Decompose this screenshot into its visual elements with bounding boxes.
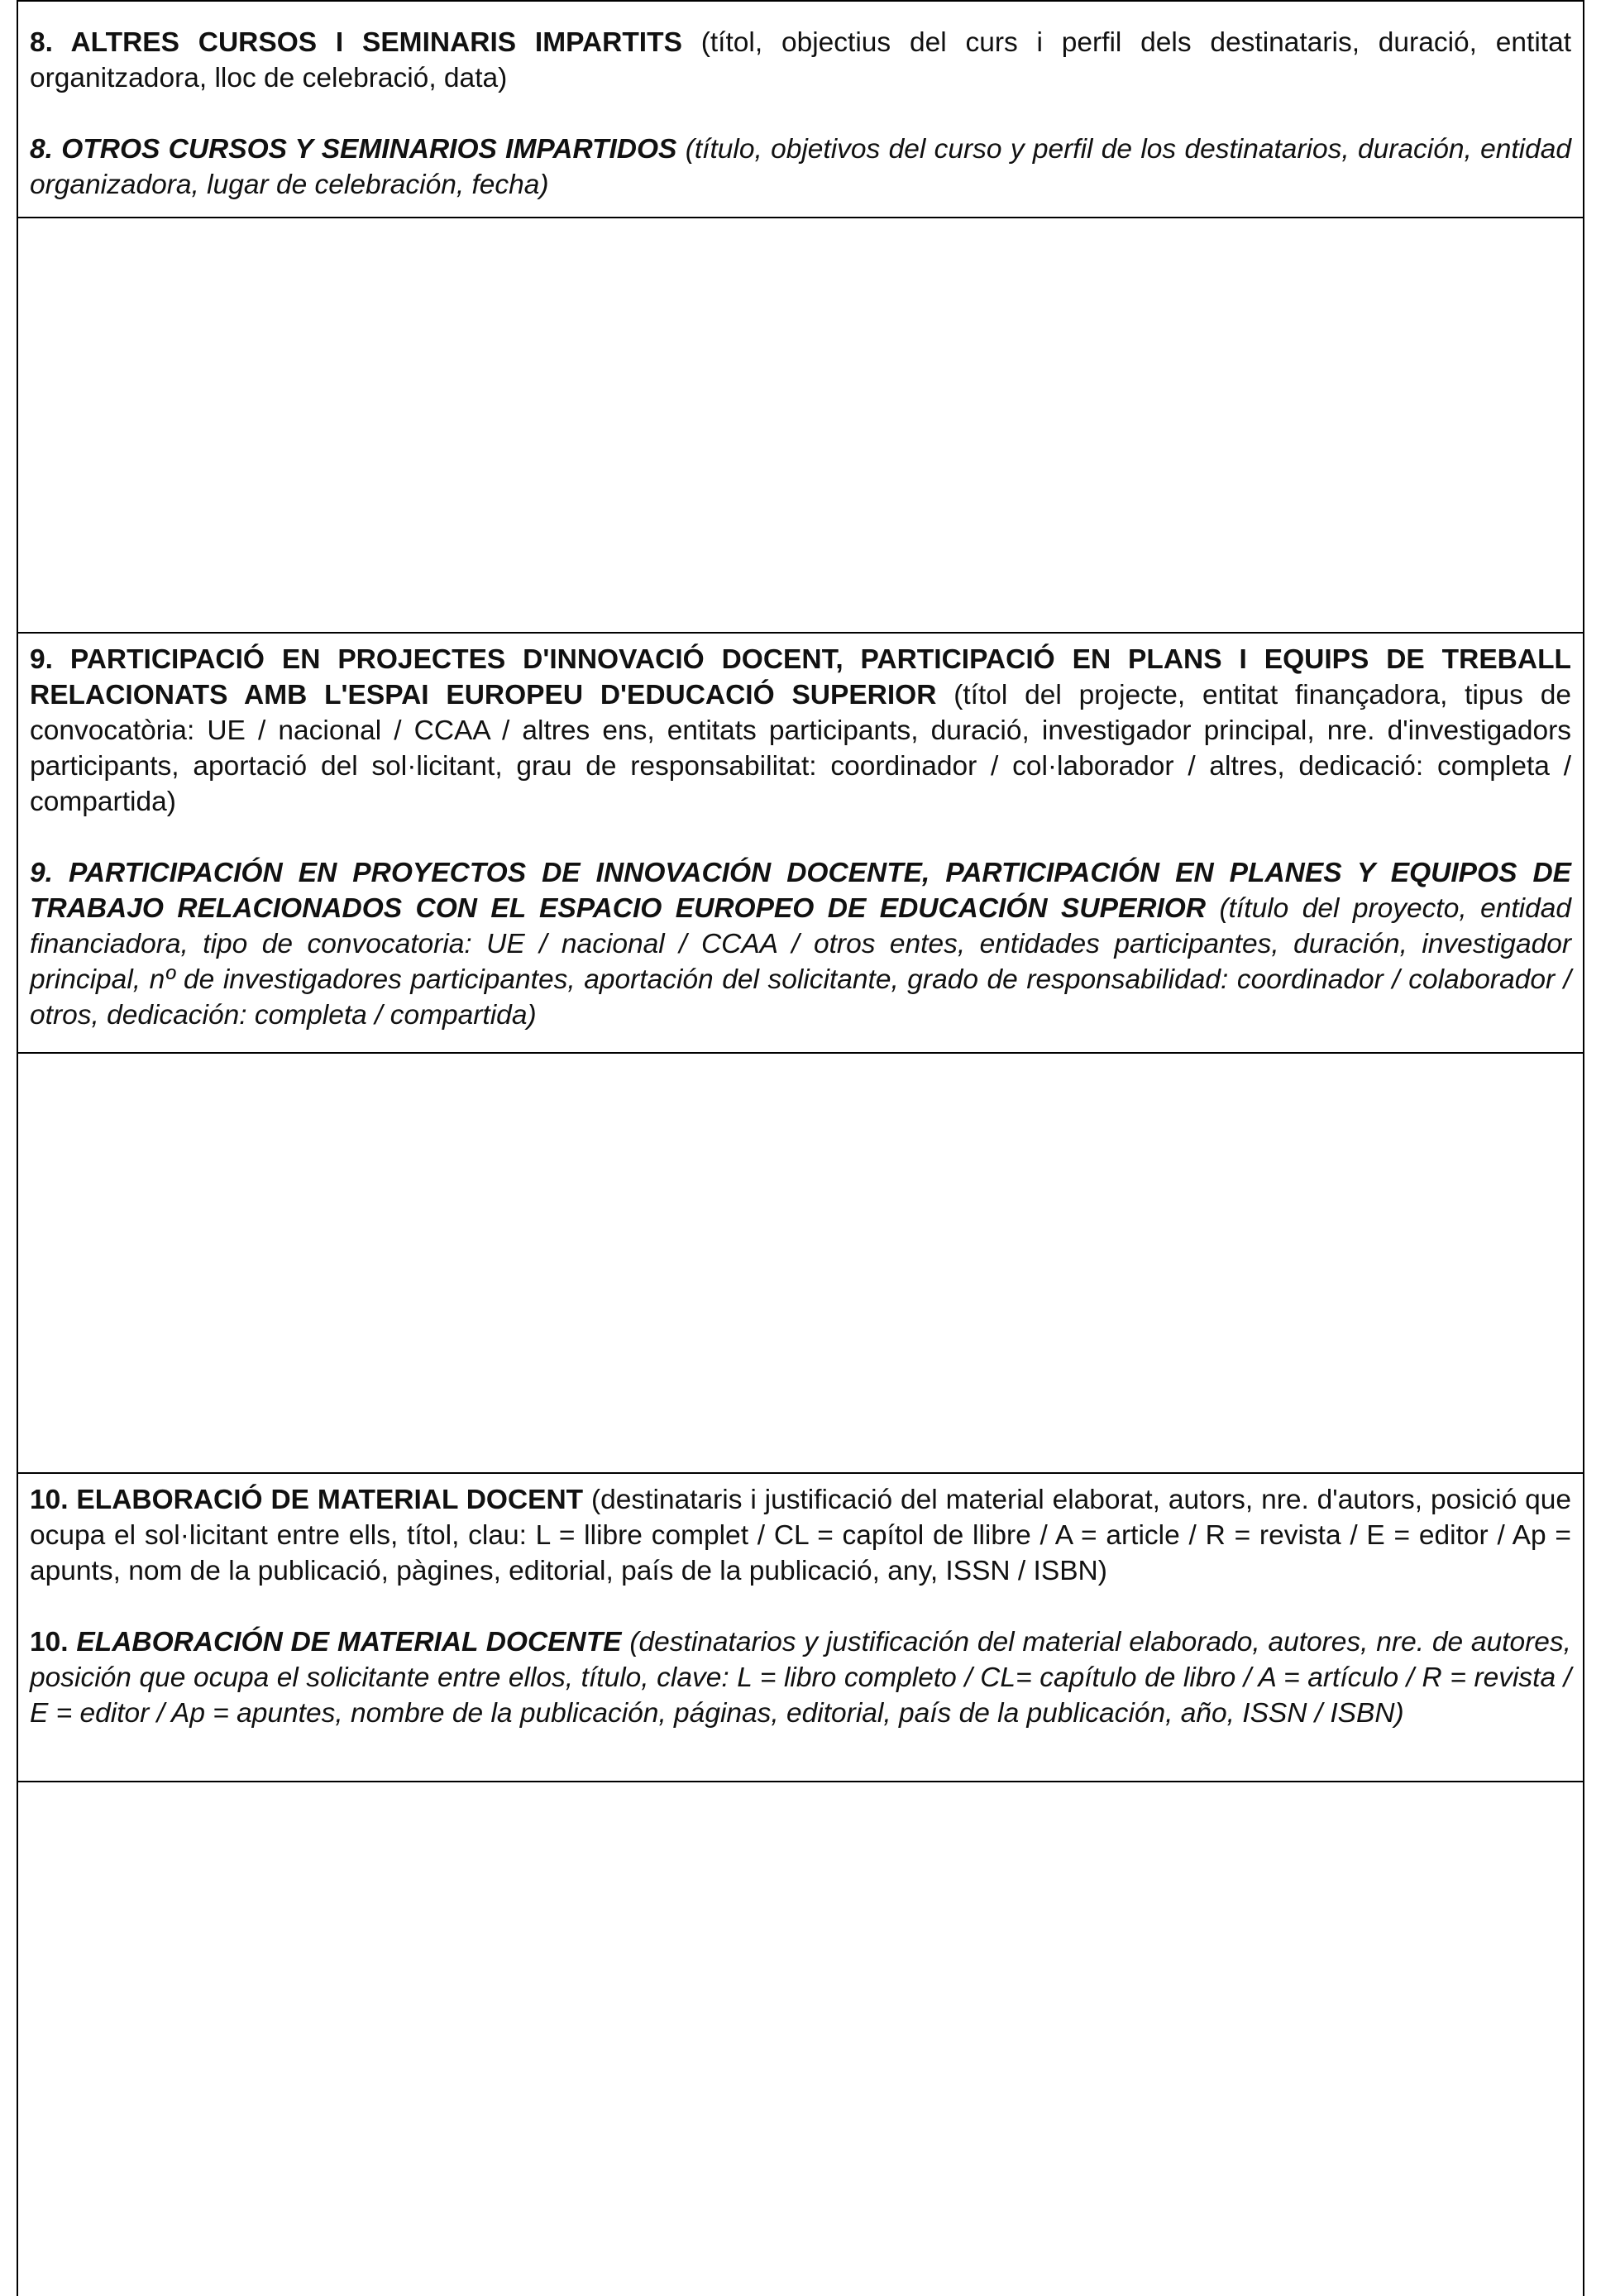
section-10-catalan-title: 10. ELABORACIÓ DE MATERIAL DOCENT (30, 1485, 584, 1515)
section-9-catalan-description: (títol del projecte, entitat finançadora, tipus de convocatòria: UE / nacional / CCAA / altres ens, entitats participants, duració, investigador principal, nre. d'investigadors participants, aportació del sol·licitant, grau de responsabilitat: coordinador / col·laborador / altres, dedicació: completa / compartida) (30, 680, 1571, 817)
section-8-spanish-description: (título, objetivos del curso y perfil de los destinatarios, duración, entidad organizadora, lugar de celebración, fecha) (30, 134, 1572, 200)
section-9-spanish-title: 9. PARTICIPACIÓN EN PROYECTOS DE INNOVACIÓN DOCENTE, PARTICIPACIÓN EN PLANES Y EQUIPOS DE TRABAJO RELACIONADOS CON EL ESPACIO EUROPEO DE EDUCACIÓN SUPERIOR (30, 858, 1571, 924)
section-8-spanish-title: 8. OTROS CURSOS Y SEMINARIOS IMPARTIDOS (30, 134, 677, 165)
section-10-response-area[interactable] (18, 1782, 1583, 2296)
section-10-spanish-description: (destinatarios y justificación del material elaborado, autores, nre. de autores, posición que ocupa el solicitante entre ellos, título, clave: L = libro completo / CL= capítulo de libro / A = artículo / R = revista / E = editor / Ap = apuntes, nombre de la publicación, páginas, editorial, país de la publicación, año, ISSN / ISBN) (30, 1627, 1571, 1729)
section-9-spanish-description: (título del proyecto, entidad financiadora, tipo de convocatoria: UE / nacional / CCAA / otros entes, entidades participantes, duración, investigador principal, nº de investigadores participantes, aportación del solicitante, grado de responsabilidad: coordinador / colaborador / otros, dedicación: completa / compartida) (30, 893, 1572, 1031)
section-8-header (30, 25, 1571, 203)
section-divider (18, 1472, 1583, 1474)
section-divider (18, 632, 1583, 634)
section-10-catalan-heading (30, 1482, 1571, 1589)
section-10-header (30, 1482, 1571, 1731)
section-9-header (30, 642, 1571, 1033)
section-8-catalan-heading (30, 25, 1571, 96)
section-9-spanish-heading (30, 855, 1571, 1033)
section-10-spanish-heading (30, 1624, 1571, 1731)
section-8-catalan-title: 8. ALTRES CURSOS I SEMINARIS IMPARTITS (30, 27, 682, 58)
form-table (17, 0, 1584, 2296)
section-8-spanish-heading (30, 132, 1571, 203)
section-9-catalan-heading (30, 642, 1571, 820)
section-8-catalan-description: (títol, objectius del curs i perfil dels destinataris, duració, entitat organitzadora, lloc de celebració, data) (30, 27, 1572, 93)
section-9-response-area[interactable] (18, 1054, 1583, 1471)
section-10-catalan-description: (destinataris i justificació del material elaborat, autors, nre. d'autors, posició que ocupa el sol·licitant entre ells, títol, clau: L = llibre complet / CL = capítol de llibre / A = article / R = revista / E = editor / Ap = apunts, nom de la publicació, pàgines, editorial, país de la publicació, any, ISSN / ISBN) (30, 1485, 1571, 1586)
section-divider (18, 0, 1583, 2)
section-9-catalan-title: 9. PARTICIPACIÓ EN PROJECTES D'INNOVACIÓ DOCENT, PARTICIPACIÓ EN PLANS I EQUIPS DE TREBALL RELACIONATS AMB L'ESPAI EUROPEU D'EDUCACIÓ SUPERIOR (30, 644, 1571, 710)
section-10-spanish-title-prefix: 10. (30, 1627, 77, 1657)
section-8-response-area[interactable] (18, 218, 1583, 630)
section-10-spanish-title: ELABORACIÓN DE MATERIAL DOCENTE (76, 1627, 622, 1657)
